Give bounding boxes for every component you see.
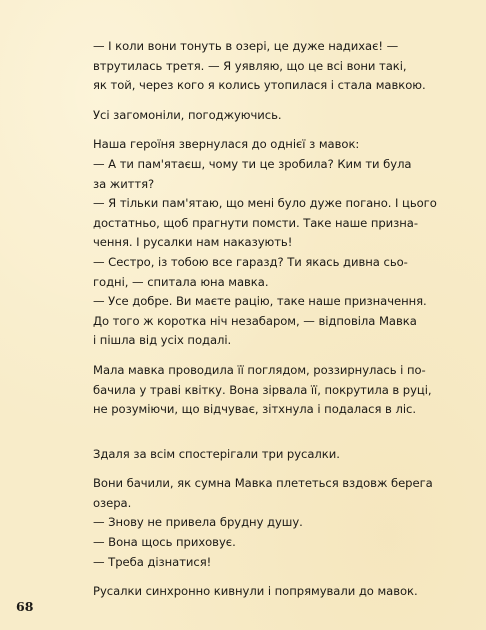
text-line: — Сестро, із тобою все гаразд? Ти якась дивна сьо- bbox=[93, 254, 408, 269]
body-text bbox=[93, 37, 437, 602]
text-line: — Знову не привела брудну душу. bbox=[93, 515, 303, 530]
text-line: Усі загомоніли, погоджуючись. bbox=[93, 107, 282, 122]
text-line: Здаля за всім спостерігали три русалки. bbox=[93, 446, 340, 461]
text-line: втрутилась третя. — Я уявляю, що це всі вони такі, bbox=[93, 58, 407, 73]
text-line: годні, — спитала юна мавка. bbox=[93, 274, 269, 289]
page-number: 68 bbox=[16, 599, 34, 614]
text-line: — І коли вони тонуть в озері, це дуже надихає! — bbox=[93, 39, 399, 53]
paragraph-3 bbox=[93, 135, 437, 351]
text-line: Мала мавка проводила її поглядом, роззирнулась і по- bbox=[93, 362, 426, 377]
text-line: за життя? bbox=[93, 176, 155, 191]
text-line: До того ж коротка ніч незабаром, — відповіла Мавка bbox=[93, 313, 417, 328]
paragraph-5 bbox=[93, 445, 395, 465]
text-line: Русалки синхронно кивнули і попрямували до мавок. bbox=[93, 584, 418, 599]
text-line: і пішла від усіх подалі. bbox=[93, 333, 232, 348]
text-line: — Вона щось приховує. bbox=[93, 535, 236, 550]
text-line: — Усе добре. Ви маєте рацію, таке наше призначення. bbox=[93, 294, 427, 309]
paragraph-7 bbox=[93, 582, 418, 602]
text-line: Наша героїня звернулася до однієї з мавок: bbox=[93, 137, 360, 152]
text-line: — Треба дізнатися! bbox=[93, 554, 212, 569]
text-line: Вони бачили, як сумна Мавка плететься вздовж берега bbox=[93, 476, 433, 491]
text-line: озера. bbox=[93, 495, 132, 510]
text-line: бачила у траві квітку. Вона зірвала її, покрутила в руці, bbox=[93, 382, 432, 397]
text-line: не розуміючи, що відчуває, зітхнула і подалася в ліс. bbox=[93, 402, 416, 417]
text-line: достатньо, щоб прагнути помсти. Таке наше призна- bbox=[93, 215, 419, 230]
text-line: — Я тільки пам'ятаю, що мені було дуже погано. І цього bbox=[93, 196, 437, 211]
text-line: як той, через кого я колись утопилася і стала мавкою. bbox=[93, 78, 426, 93]
paragraph-2 bbox=[93, 106, 395, 126]
text-line: чення. І русалки нам наказують! bbox=[93, 235, 293, 250]
text-line: — А ти пам'ятаєш, чому ти це зробила? Ким ти була bbox=[93, 156, 412, 171]
paragraph-4 bbox=[93, 361, 432, 420]
paragraph-1 bbox=[93, 37, 426, 96]
paragraph-6 bbox=[93, 474, 433, 572]
